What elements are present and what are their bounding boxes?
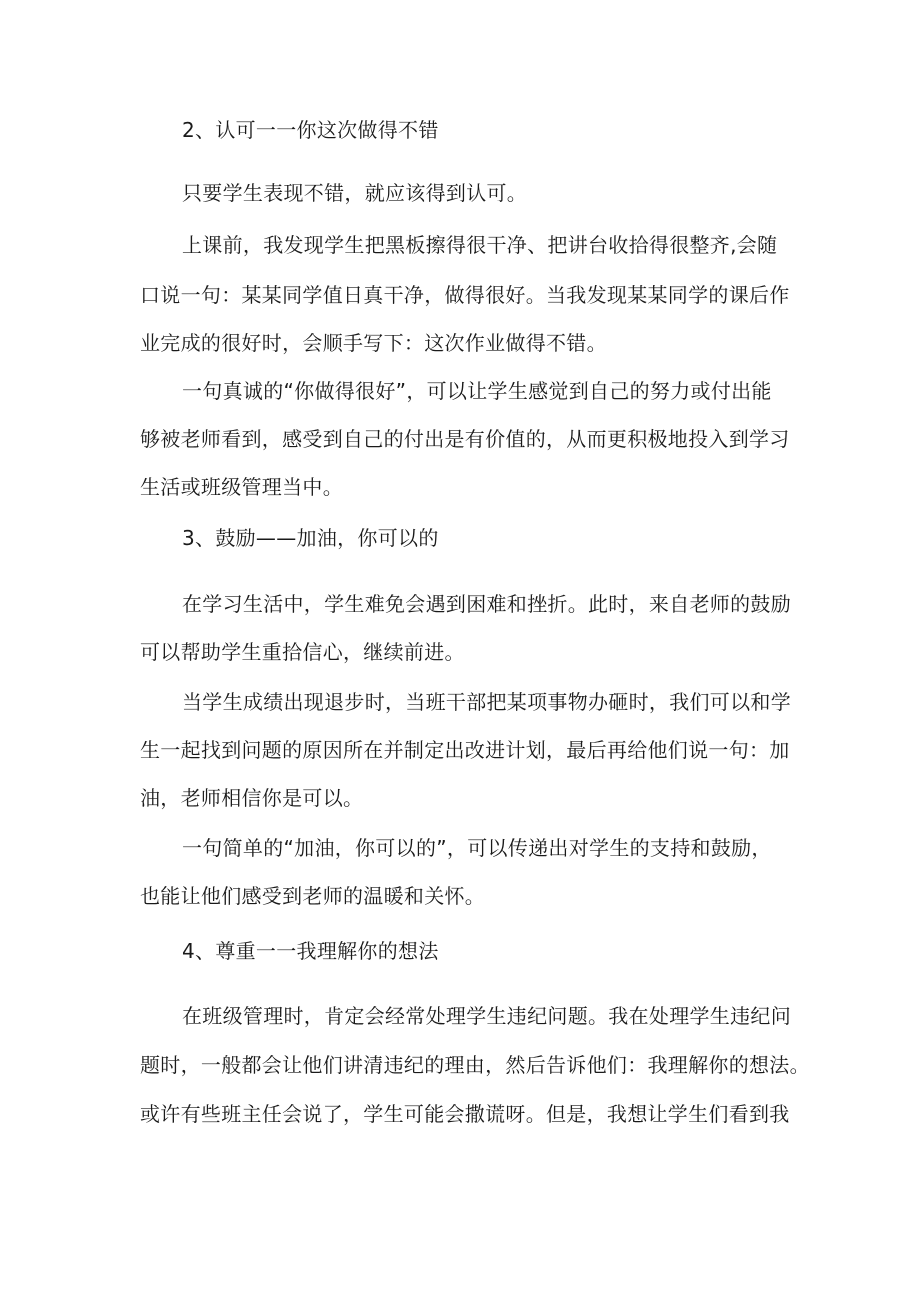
paragraph-line: 一句简单的“加油，你可以的”，可以传递出对学生的支持和鼓励， [182,836,772,860]
paragraph-line: 够被老师看到，感受到自己的付出是有价值的，从而更积极地投入到学习 [140,427,790,451]
paragraph-line: 生活或班级管理当中。 [140,475,343,499]
paragraph-line: 口说一句：某某同学值日真干净，做得很好。当我发现某某同学的课后作 [140,283,790,307]
paragraph-line: 或许有些班主任会说了，学生可能会撒谎呀。但是，我想让学生们看到我 [140,1102,790,1126]
paragraph-line: 一句真诚的“你做得很好”，可以让学生感觉到自己的努力或付出能 [182,379,772,403]
paragraph-line: 上课前，我发现学生把黑板擦得很干净、把讲台收拾得很整齐,会随 [182,233,778,257]
paragraph-line: 题时，一般都会让他们讲清违纪的理由，然后告诉他们：我理解你的想法。 [140,1053,810,1077]
paragraph-line: 当学生成绩出现退步时，当班干部把某项事物办砸时，我们可以和学 [182,690,791,714]
paragraph-line: 生一起找到问题的原因所在并制定出改进计划，最后再给他们说一句：加 [140,738,790,762]
paragraph-line: 油，老师相信你是可以。 [140,786,364,810]
paragraph-line: 在学习生活中，学生难免会遇到困难和挫折。此时，来自老师的鼓励 [182,592,791,616]
paragraph-line: 可以帮助学生重拾信心，继续前进。 [140,640,465,664]
section-heading-4: 4、尊重一一我理解你的想法 [182,939,439,963]
section-heading-2: 2、认可一一你这次做得不错 [182,118,439,142]
section-heading-3: 3、鼓励——加油，你可以的 [182,526,439,550]
paragraph-line: 业完成的很好时，会顺手写下：这次作业做得不错。 [140,331,607,355]
paragraph-line: 在班级管理时，肯定会经常处理学生违纪问题。我在处理学生违纪问 [182,1004,791,1028]
paragraph-line: 也能让他们感受到老师的温暖和关怀。 [140,884,486,908]
paragraph-line: 只要学生表现不错，就应该得到认可。 [182,181,528,205]
